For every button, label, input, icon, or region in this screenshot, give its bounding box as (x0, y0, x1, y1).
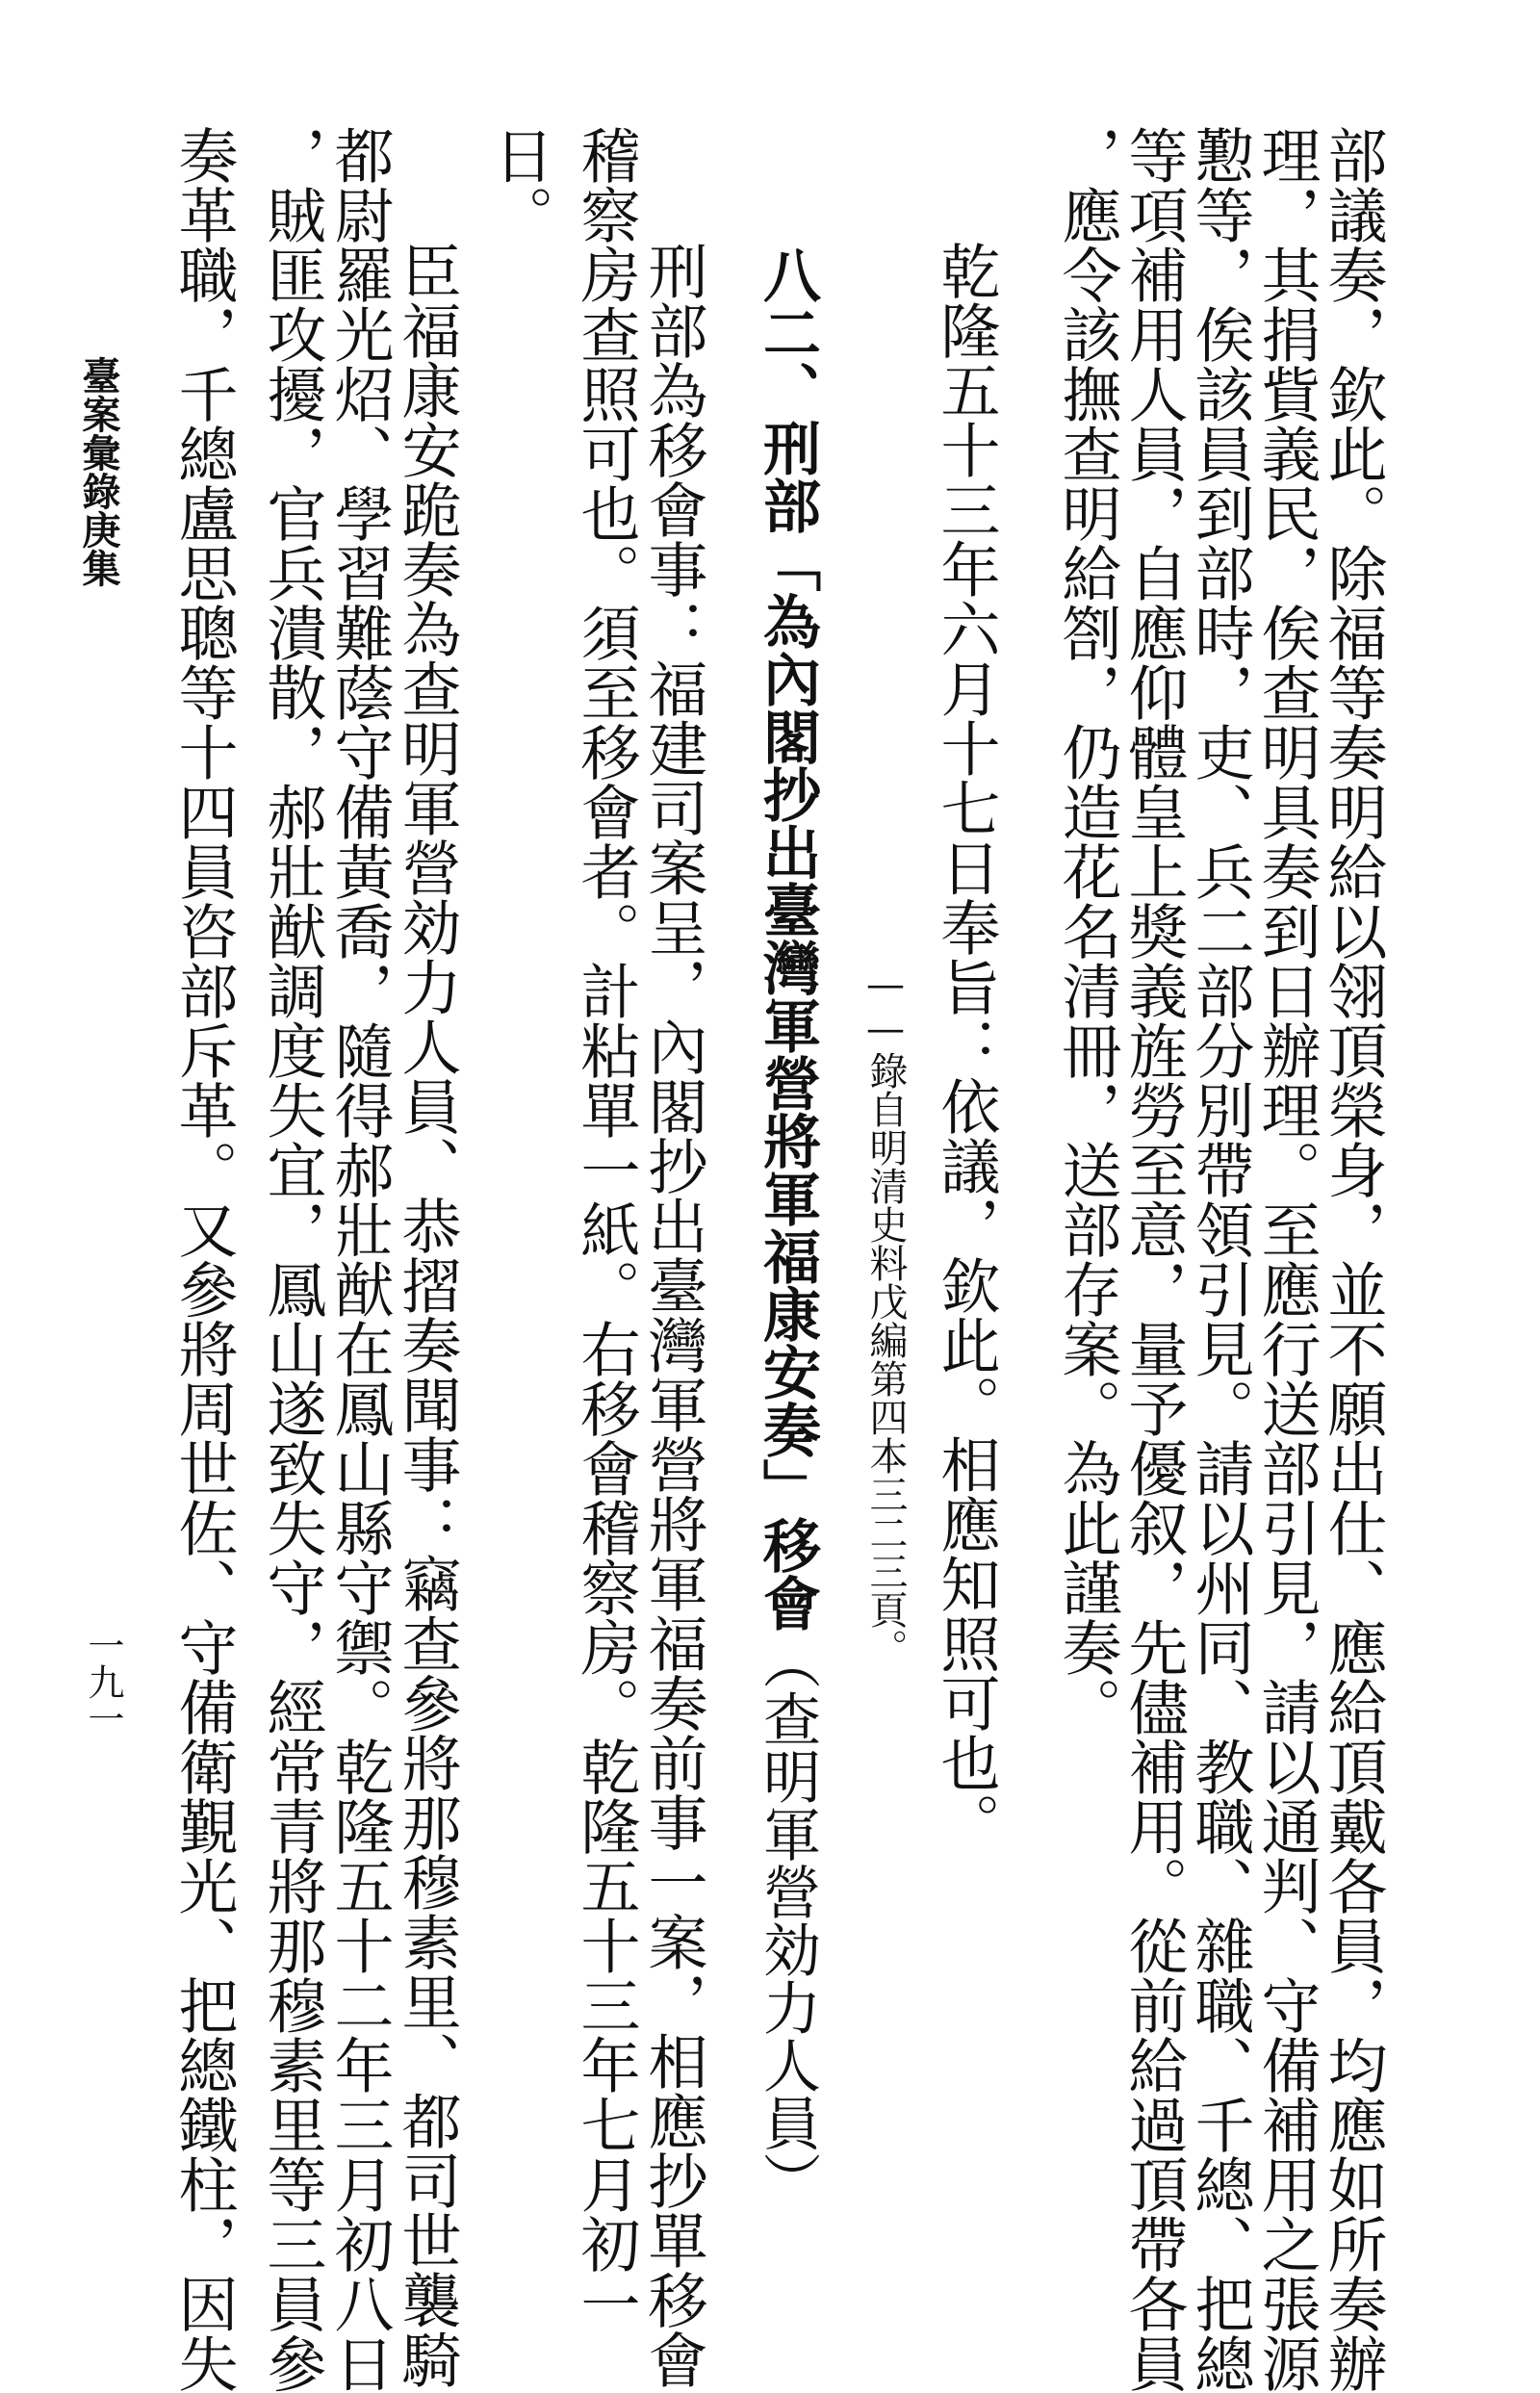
heading-title: 刑部「為內閣抄出臺灣軍營將軍福康安奏」移會 (754, 419, 821, 1632)
text-column-3: 懃等，俟該員到部時，吏、兵二部分別帶領引見。請以州同、教職、雜職、千總、把總 (1185, 125, 1255, 2393)
source-citation: ——錄自明清史料戊編第四本三二三頁。 (863, 963, 908, 1667)
book-title-footer: 臺案彙錄庚集 (76, 356, 121, 587)
text-column-8: 稽察房查照可也。須至移會者。計粘單一紙。右移會稽察房。乾隆五十三年七月初一 (571, 125, 641, 2333)
text-column-2: 理，其捐貲義民，俟查明具奏到日辦理。至應行送部引見，請以通判、守備補用之張源 (1251, 125, 1322, 2393)
text-column-9: 日。 (484, 125, 554, 244)
text-column-4: 等項補用人員，自應仰體皇上獎義旌勞至意，量予優叙，先儘補用。從前給過頂帶各員 (1118, 125, 1189, 2393)
heading-number: 八二、 (754, 245, 821, 419)
text-column-13: 奏革職，千總盧思聰等十四員咨部斥革。又參將周世佐、守備衛覲光、把總鐵柱，因失 (168, 125, 239, 2393)
text-column-10: 臣福康安跪奏為查明軍營効力人員、恭摺奏聞事：竊查參將那穆素里、都司世襲騎 (392, 241, 462, 2389)
text-column-12: ，賊匪攻擾，官兵潰散，郝壯猷調度失宜，鳳山遂致失守，經常青將那穆素里等三員參 (257, 125, 327, 2393)
page-number: 一九一 (82, 1627, 124, 1737)
text-column-11: 都尉羅光炤、學習難蔭守備黃喬，隨得郝壯猷在鳳山縣守禦。乾隆五十二年三月初八日 (324, 125, 395, 2393)
text-column-1: 部議奏，欽此。除福等奏明給以翎頂榮身，並不願出仕、應給頂戴各員，均應如所奏辦 (1318, 125, 1388, 2393)
text-column-5: ，應令該撫查明給劄，仍造花名清冊，送部存案。為此謹奏。 (1052, 125, 1122, 1737)
heading-note: （查明軍營効力人員） (754, 1632, 821, 2209)
text-column-7: 刑部為移會事：福建司案呈，內閣抄出臺灣軍營將軍福奏前事一案，相應抄單移會 (638, 241, 708, 2389)
text-column-6: 乾隆五十三年六月十七日奉旨：依議，欽此。相應知照可也。 (931, 241, 1001, 1852)
section-heading (754, 245, 821, 2209)
